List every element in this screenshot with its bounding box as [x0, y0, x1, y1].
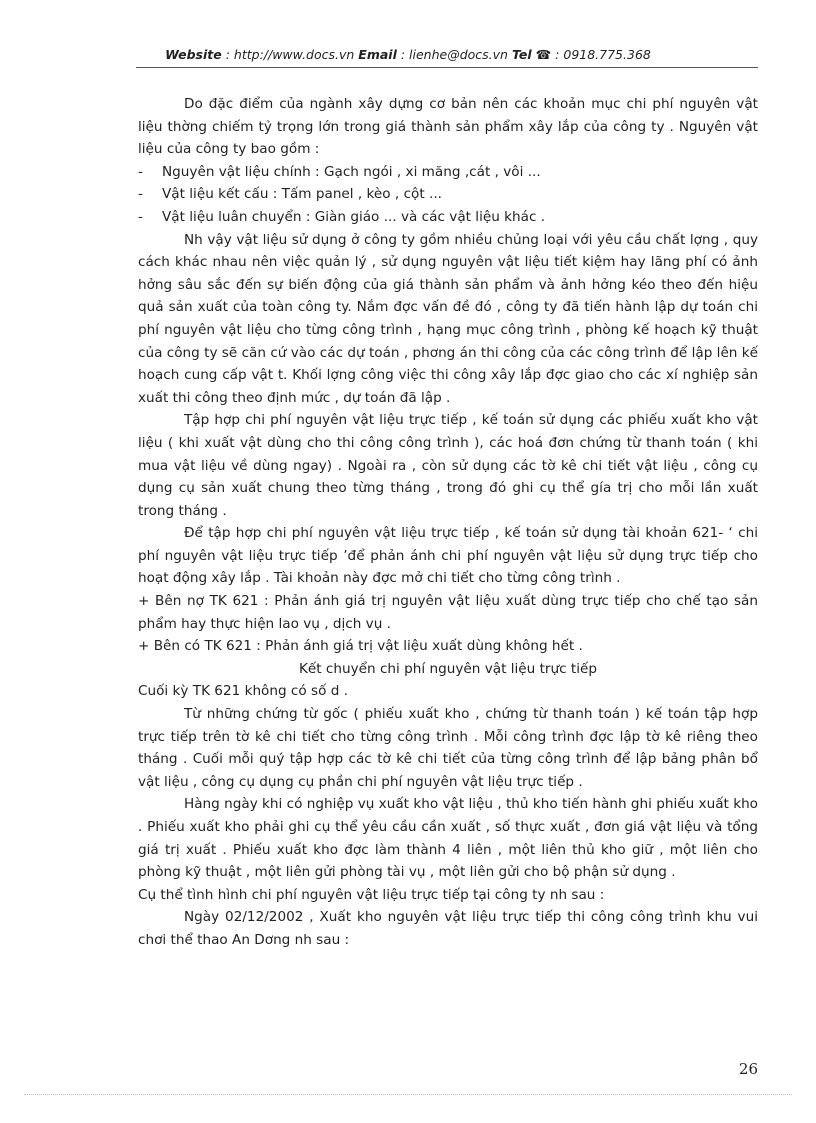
paragraph: Tập hợp chi phí nguyên vật liệu trực tiếp , kế toán sử dụng các phiếu xuất kho vật liệu ( khi xuất vật dùng cho thi công công trình ), các hoá đơn chứng từ thanh toán ( khi mua vật liệu về dùng ngay) . Ngoài ra , còn sử dụng các tờ kê chi tiết vật liệu , công cụ dụng cụ sản xuất chung theo từng tháng , trong đó ghi cụ thể gía trị cho mỗi lần xuất trong tháng .: [138, 412, 758, 519]
list-item: [138, 206, 758, 229]
email-label: Email: [358, 47, 397, 62]
paragraph: Ngày 02/12/2002 , Xuất kho nguyên vật liệu trực tiếp thi công công trình khu vui chơi thể thao An Dơng nh sau :: [138, 909, 758, 948]
tel-value: ☎ : 0918.775.368: [535, 47, 651, 62]
paragraph: Cụ thể tình hình chi phí nguyên vật liệu trực tiếp tại công ty nh sau :: [138, 886, 605, 903]
paragraph: Hàng ngày khi có nghiệp vụ xuất kho vật liệu , thủ kho tiến hành ghi phiếu xuất kho . Phiếu xuất kho phải ghi cụ thể yêu cầu cần xuất , số thực xuất , đơn giá vật liệu và tổng giá trị xuất . Phiếu xuất kho đợc làm thành 4 liên , một liên thủ kho giữ , một liên cho phòng kỹ thuật , một liên gửi phòng tài vụ , một liên gửi cho bộ phận sử dụng .: [138, 796, 758, 881]
tel-label: Tel: [511, 47, 532, 62]
paragraph: Kết chuyển chi phí nguyên vật liệu trực tiếp: [298, 660, 598, 677]
list-item-text: Nguyên vật liệu chính : Gạch ngói , xi măng ,cát , vôi ...: [162, 163, 541, 180]
paragraph: Từ những chứng từ gốc ( phiếu xuất kho , chứng từ thanh toán ) kế toán tập hợp trực tiếp trên tờ kê chi tiết cho từng công trình . Mỗi công trình đợc lập tờ kê riêng theo tháng . Cuối mỗi quý tập hợp các tờ kê chi tiết của từng công trình để lập bảng phân bổ vật liệu , công cụ dụng cụ phần chi phí nguyên vật liệu trực tiếp .: [138, 706, 758, 790]
list-item-text: Vật liệu kết cấu : Tấm panel , kèo , cột ...: [162, 186, 442, 203]
paragraph: + Bên nợ TK 621 : Phản ánh giá trị nguyên vật liệu xuất dùng trực tiếp cho chế tạo sản phẩm hay thực hiện lao vụ , dịch vụ .: [138, 593, 758, 632]
dash-marker: -: [138, 163, 143, 180]
paragraph: Để tập hợp chi phí nguyên vật liệu trực tiếp , kế toán sử dụng tài khoản 621- ‘ chi phí nguyên vật liệu trực tiếp ’để phản ánh chi phí nguyên vật liệu sử dụng trực tiếp cho hoạt động xây lắp . Tài khoản này đợc mở chi tiết cho từng công trình .: [138, 525, 758, 587]
paragraph: + Bên có TK 621 : Phản ánh giá trị vật liệu xuất dùng không hết .: [138, 638, 583, 655]
header-divider: [136, 67, 758, 68]
list-item: [138, 161, 758, 184]
page-number: 26: [738, 1060, 758, 1078]
dash-marker: -: [138, 186, 143, 203]
website-label: Website: [165, 47, 222, 62]
document-body: [138, 93, 758, 952]
paragraph: Do đặc điểm của ngành xây dựng cơ bản nên các khoản mục chi phí nguyên vật liệu thờng chiếm tỷ trọng lớn trong giá thành sản phẩm xây lắp của công ty . Nguyên vật liệu của công ty bao gồm :: [138, 96, 758, 158]
page-header: [0, 47, 816, 62]
list-item: [138, 183, 758, 206]
dash-marker: -: [138, 208, 143, 225]
website-value: : http://www.docs.vn: [225, 47, 355, 62]
footer-divider: [24, 1094, 792, 1095]
email-value: : lienhe@docs.vn: [400, 47, 508, 62]
paragraph: Cuối kỳ TK 621 không có số d .: [138, 683, 349, 700]
list-item-text: Vật liệu luân chuyển : Giàn giáo ... và các vật liệu khác .: [162, 208, 546, 225]
paragraph: Nh vậy vật liệu sử dụng ở công ty gồm nhiều chủng loại với yêu cầu chất lợng , quy cách khác nhau nên việc quản lý , sử dụng nguyên vật liệu tiết kiệm hay lãng phí có ảnh hởng sâu sắc đến sự biến động của giá thành sản phẩm và ảnh hởng kéo theo đến hiệu quả sản xuất của toàn công ty. Nắm đợc vấn đề đó , công ty đã tiến hành lập dự toán chi phí nguyên vật liệu cho từng công trình , hạng mục công trình , phòng kế hoạch kỹ thuật của công ty sẽ căn cứ vào các dự toán , phơng án thi công của các công trình để lập lên kế hoạch cung cấp vật t. Khối lợng công việc thi công xây lắp đợc giao cho các xí nghiệp sản xuất thi công theo định mức , dự toán đã lập .: [138, 231, 758, 406]
